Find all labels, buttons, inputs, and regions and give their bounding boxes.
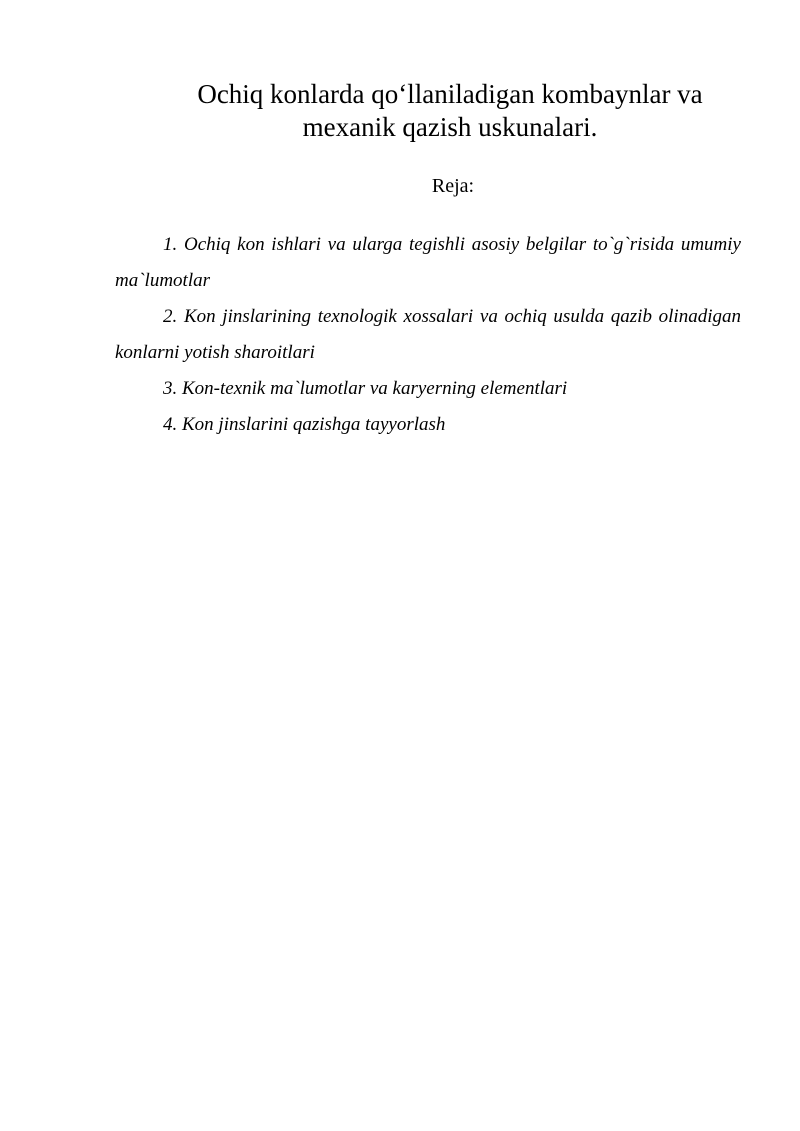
document-title: Ochiq konlarda qo‘llaniladigan kombaynlar va mexanik qazish uskunalari. xyxy=(197,79,703,142)
plan-heading: Reja: xyxy=(431,175,475,197)
plan-item-1: 1. Ochiq kon ishlari va ularga tegishli asosiy belgilar to`g`risida umumiy ma`lumotlar xyxy=(115,234,741,291)
plan-item-3: 3. Kon-texnik ma`lumotlar va karyerning elementlari xyxy=(163,378,568,399)
plan-list xyxy=(115,227,741,443)
plan-item-4: 4. Kon jinslarini qazishga tayyorlash xyxy=(163,414,446,435)
plan-item-2: 2. Kon jinslarining texnologik xossalari va ochiq usulda qazib olinadigan konlarni yotish sharoitlari xyxy=(115,306,741,363)
